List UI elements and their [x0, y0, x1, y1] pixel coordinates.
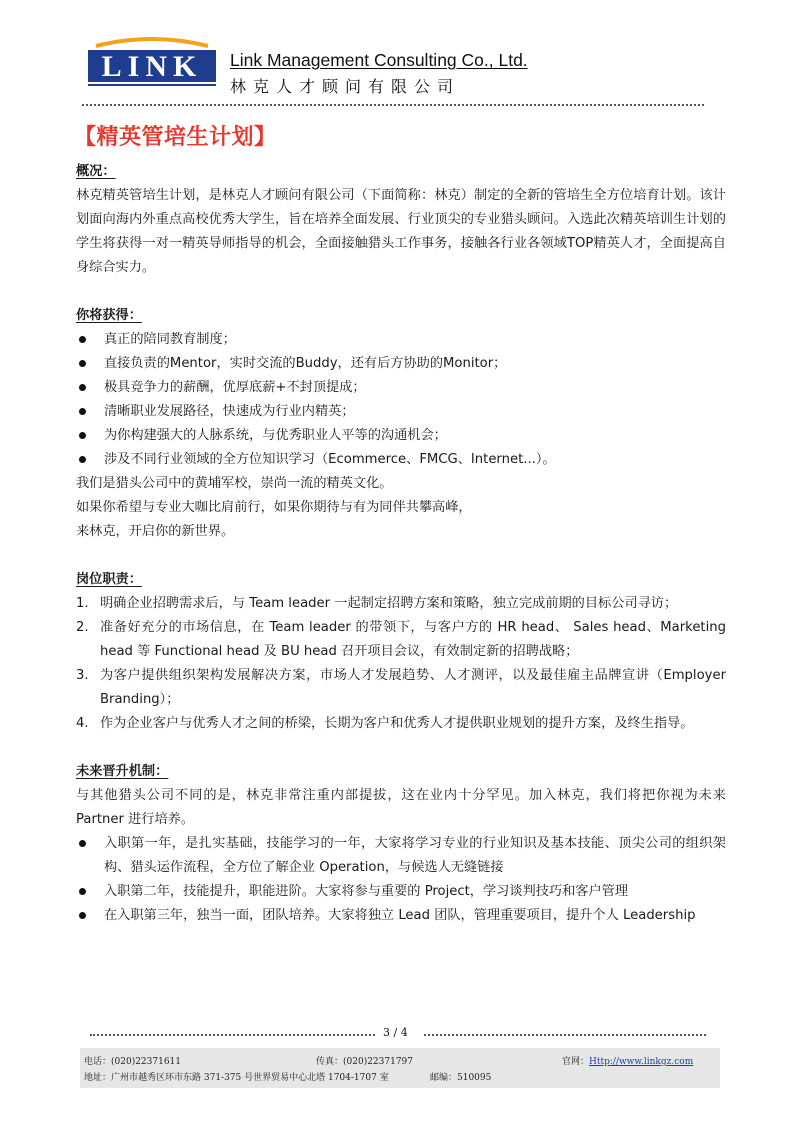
company-name-en: Link Management Consulting Co., Ltd.: [230, 50, 528, 70]
promotion-list: [76, 832, 726, 928]
list-item: 清晰职业发展路径，快速成为行业内精英；: [76, 400, 726, 424]
gains-heading: 你将获得：: [76, 308, 142, 323]
list-item: 入职第二年，技能提升，职能进阶。大家将参与重要的 Project，学习谈判技巧和客户管理: [76, 880, 726, 904]
item-number: 3.: [76, 668, 89, 683]
gains-list: [76, 328, 726, 472]
item-number: 1.: [76, 596, 89, 611]
page-total: 4: [400, 1026, 408, 1039]
company-logo: [86, 36, 220, 90]
item-text: 准备好充分的市场信息，在 Team leader 的带领下，与客户方的 HR head、 Sales head、Marketing head 等 Functional head 及 BU head 召开项目会议，有效制定新的招聘战略；: [100, 620, 726, 659]
footer-phone: 电话：(020)22371611: [84, 1057, 182, 1067]
list-item: 为你构建强大的人脉系统，与优秀职业人平等的沟通机会；: [76, 424, 726, 448]
footer-address: 地址：广州市越秀区环市东路 371-375 号世界贸易中心北塔 1704-1707 室: [84, 1073, 389, 1083]
website-label: 官网：: [562, 1057, 590, 1067]
footer-fax: 传真：(020)22371797: [316, 1057, 414, 1067]
item-text: 作为企业客户与优秀人才之间的桥梁，长期为客户和优秀人才提供职业规划的提升方案，及终生指导。: [100, 716, 694, 731]
footer-contact-box: [80, 1048, 720, 1088]
page-number: [383, 1026, 408, 1039]
footer-postcode: 邮编：510095: [430, 1073, 492, 1083]
company-name-cn: 林克人才顾问有限公司: [230, 77, 461, 96]
closing-line: 如果你希望与专业大咖比肩前行，如果你期待与有为同伴共攀高峰，: [76, 500, 472, 515]
list-item: 在入职第三年，独当一面，团队培养。大家将独立 Lead 团队，管理重要项目，提升个人 Leadership: [76, 904, 726, 928]
list-item: 极具竞争力的薪酬，优厚底薪+不封顶提成；: [76, 376, 726, 400]
list-item: 涉及不同行业领域的全方位知识学习（Ecommerce、FMCG、Internet...）。: [76, 448, 726, 472]
item-number: 4.: [76, 716, 89, 731]
list-item: [76, 592, 726, 616]
closing-line: 来林克，开启你的新世界。: [76, 524, 235, 539]
list-item: 直接负责的Mentor，实时交流的Buddy，还有后方协助的Monitor；: [76, 352, 726, 376]
promotion-heading: 未来晋升机制：: [76, 764, 169, 779]
closing-line: 我们是猎头公司中的黄埔军校，崇尚一流的精英文化。: [76, 476, 393, 491]
item-text: 为客户提供组织架构发展解决方案，市场人才发展趋势、人才测评，以及最佳雇主品牌宣讲（Employer Branding）；: [100, 668, 726, 707]
footer-website: [562, 1054, 693, 1067]
list-item: 入职第一年，是扎实基础，技能学习的一年，大家将学习专业的行业知识及基本技能、顶尖公司的组织架构、猎头运作流程，全方位了解企业 Operation，与候选人无缝链接: [76, 832, 726, 880]
promotion-intro: 与其他猎头公司不同的是，林克非常注重内部提拔，这在业内十分罕见。加入林克，我们将把你视为未来 Partner 进行培养。: [76, 788, 726, 827]
document-body: [76, 160, 726, 928]
list-item: [76, 616, 726, 664]
item-number: 2.: [76, 620, 89, 635]
page-separator: /: [393, 1026, 398, 1039]
list-item: [76, 664, 726, 712]
overview-heading: 概况：: [76, 164, 116, 179]
overview-text: 林克精英管培生计划，是林克人才顾问有限公司（下面简称：林克）制定的全新的管培生全方位培育计划。该计划面向海内外重点高校优秀大学生，旨在培养全面发展、行业顶尖的专业猎头顾问。入选此次精英培训生计划的学生将获得一对一精英导师指导的机会，全面接触猎头工作事务，接触各行业各领域TOP精英人才，全面提高自身综合实力。: [76, 188, 726, 275]
header-divider: [82, 104, 704, 106]
list-item: [76, 712, 726, 736]
page-title: 【精英管培生计划】: [74, 125, 277, 150]
logo-wordmark: LINK: [101, 50, 203, 83]
page-current: 3: [383, 1026, 390, 1039]
duties-heading: 岗位职责：: [76, 572, 142, 587]
footer-divider-right: [424, 1034, 706, 1036]
item-text: 明确企业招聘需求后，与 Team leader 一起制定招聘方案和策略，独立完成前期的目标公司寻访；: [100, 596, 678, 611]
website-link[interactable]: Http://www.linkgz.com: [589, 1057, 694, 1067]
footer-divider-left: [90, 1034, 375, 1036]
list-item: 真正的陪同教育制度；: [76, 328, 726, 352]
duties-list: [76, 592, 726, 736]
